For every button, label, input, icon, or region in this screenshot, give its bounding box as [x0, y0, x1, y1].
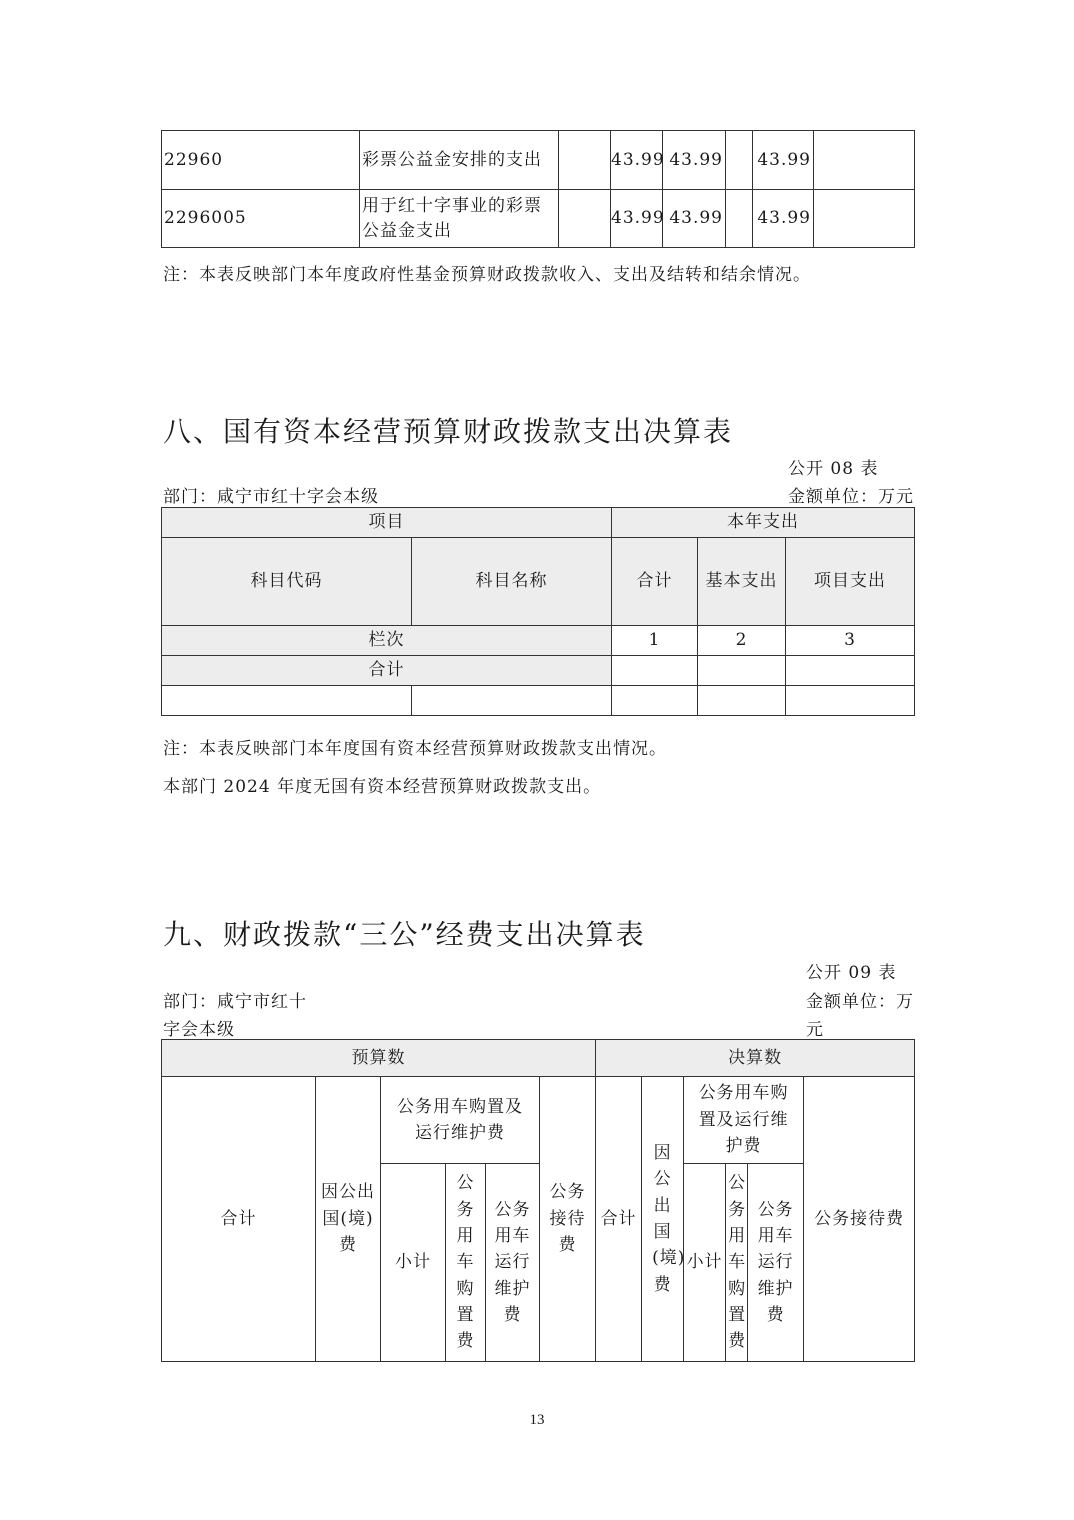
department-label: 部门：咸宁市红十字会本级 — [163, 487, 379, 507]
cell: 43.99 — [611, 190, 663, 248]
cell: 43.99 — [753, 190, 814, 248]
cell — [612, 686, 698, 716]
column-index-2: 2 — [698, 626, 786, 656]
table-row — [162, 131, 915, 190]
table-row — [162, 686, 915, 716]
header-year-spend: 本年支出 — [612, 508, 915, 538]
cell — [786, 686, 915, 716]
header-budget-total: 合计 — [162, 1077, 316, 1362]
unit-label: 金额单位：万元 — [788, 487, 914, 507]
header-basic: 基本支出 — [698, 538, 786, 626]
cell — [698, 656, 786, 686]
header-final-reception: 公务接待费 — [804, 1077, 915, 1362]
section8-title: 八、国有资本经营预算财政拨款支出决算表 — [163, 415, 734, 448]
cell — [814, 190, 915, 248]
header-total: 合计 — [612, 538, 698, 626]
department-label-line1: 部门：咸宁市红十 — [163, 992, 307, 1012]
subject-name: 彩票公益金安排的支出 — [360, 131, 559, 190]
header-budget-car-buy: 公务用车购置费 — [446, 1164, 486, 1362]
subject-code: 22960 — [162, 131, 360, 190]
header-final-abroad: 因公出国(境)费 — [642, 1077, 684, 1362]
header-budget: 预算数 — [162, 1040, 596, 1077]
cell: 43.99 — [663, 131, 726, 190]
cell — [559, 131, 611, 190]
row-column-index: 栏次 — [162, 626, 612, 656]
header-budget-reception: 公务接待费 — [540, 1077, 596, 1362]
department-label-line2: 字会本级 — [163, 1020, 235, 1040]
unit-label-line2: 元 — [806, 1020, 824, 1040]
table7-continuation — [161, 130, 915, 248]
header-budget-subtotal: 小计 — [381, 1164, 446, 1362]
cell — [698, 686, 786, 716]
header-subject-code: 科目代码 — [162, 538, 412, 626]
table8 — [161, 507, 915, 716]
table-number: 公开 09 表 — [806, 963, 897, 983]
header-budget-abroad: 因公出国(境)费 — [316, 1077, 381, 1362]
table8-statement: 本部门 2024 年度无国有资本经营预算财政拨款支出。 — [163, 777, 602, 797]
cell: 43.99 — [663, 190, 726, 248]
cell — [726, 131, 753, 190]
unit-label-line1: 金额单位：万 — [806, 992, 914, 1012]
column-index-3: 3 — [786, 626, 915, 656]
header-final-subtotal: 小计 — [684, 1164, 726, 1362]
header-item: 项目 — [162, 508, 612, 538]
cell — [162, 686, 412, 716]
cell — [612, 656, 698, 686]
header-final-car-group: 公务用车购置及运行维护费 — [684, 1077, 804, 1164]
header-final-total: 合计 — [596, 1077, 642, 1362]
header-project: 项目支出 — [786, 538, 915, 626]
header-budget-car-group: 公务用车购置及运行维护费 — [381, 1077, 540, 1164]
table9 — [161, 1039, 915, 1362]
column-index-1: 1 — [612, 626, 698, 656]
header-final-car-run: 公务用车运行维护费 — [748, 1164, 804, 1362]
cell — [559, 190, 611, 248]
page-number: 13 — [529, 1412, 545, 1428]
section9-title: 九、财政拨款“三公”经费支出决算表 — [163, 918, 646, 951]
cell — [726, 190, 753, 248]
cell — [412, 686, 612, 716]
table-number: 公开 08 表 — [788, 459, 879, 479]
header-subject-name: 科目名称 — [412, 538, 612, 626]
cell — [786, 656, 915, 686]
cell — [814, 131, 915, 190]
header-budget-car-run: 公务用车运行维护费 — [486, 1164, 540, 1362]
subject-code: 2296005 — [162, 190, 360, 248]
table7-note: 注：本表反映部门本年度政府性基金预算财政拨款收入、支出及结转和结余情况。 — [163, 265, 811, 285]
cell: 43.99 — [611, 131, 663, 190]
cell: 43.99 — [753, 131, 814, 190]
header-final-car-buy: 公务用车购置费 — [726, 1164, 748, 1362]
table8-note: 注：本表反映部门本年度国有资本经营预算财政拨款支出情况。 — [163, 739, 667, 759]
subject-name: 用于红十字事业的彩票公益金支出 — [360, 190, 559, 248]
row-total: 合计 — [162, 656, 612, 686]
table-row — [162, 190, 915, 248]
header-final: 决算数 — [596, 1040, 915, 1077]
